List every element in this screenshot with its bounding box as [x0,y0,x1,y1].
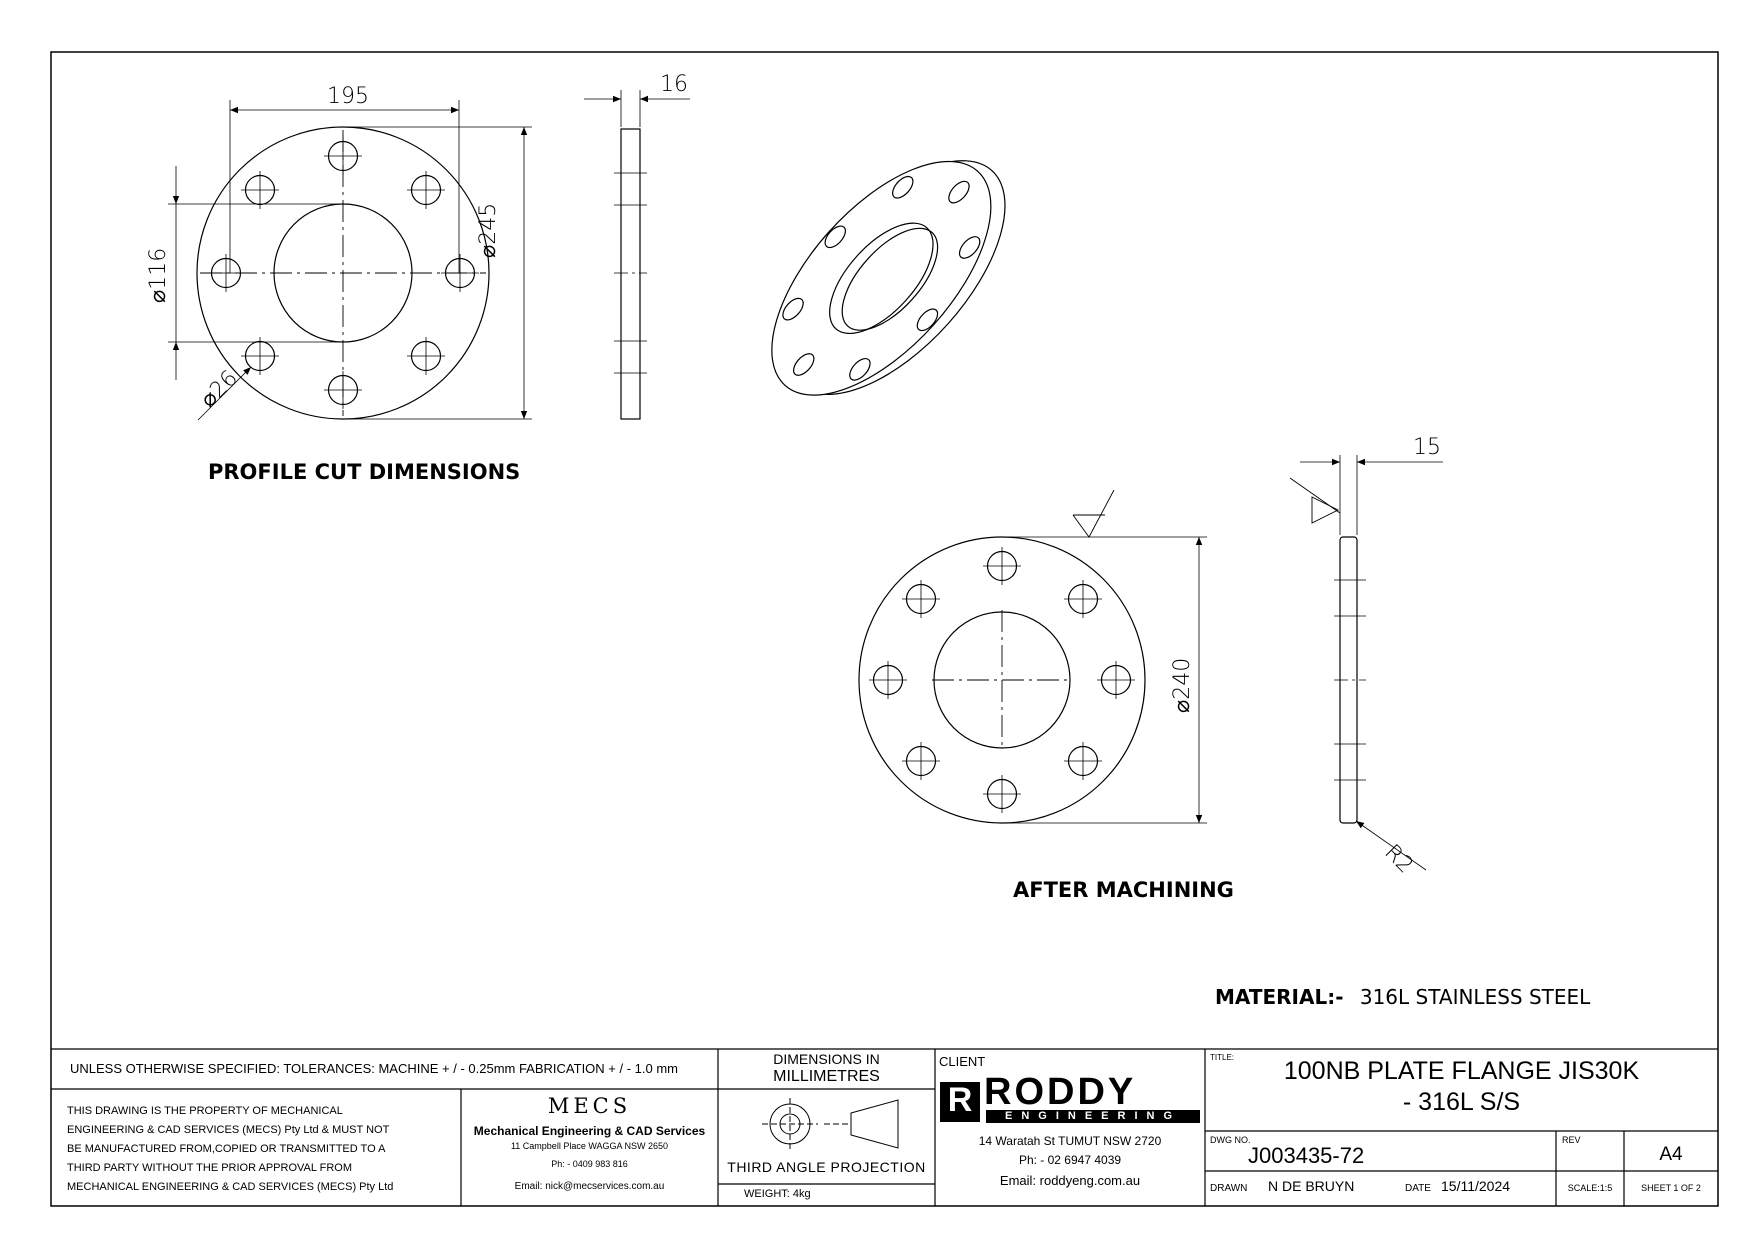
mecs-email: Email: nick@mecservices.com.au [514,1181,665,1192]
drawn-by: N DE BRUYN [1268,1178,1355,1194]
dim-bore-diameter: ⌀116 [146,247,171,303]
surface-finish-symbol [1073,490,1114,537]
mecs-block [461,1094,718,1192]
client-label: CLIENT [939,1054,986,1069]
units-line-2: MILLIMETRES [773,1068,880,1085]
iso-front-face [733,124,1030,432]
side-finish-symbol [1312,497,1338,523]
property-line: ENGINEERING & CAD SERVICES (MECS) Pty Ltd & MUST NOT [67,1124,390,1136]
date-label: DATE [1405,1183,1431,1194]
mecs-address: 11 Campbell Place WAGGA NSW 2650 [510,1141,669,1151]
client-logo-word: RODDY [984,1071,1137,1113]
projection-label: THIRD ANGLE PROJECTION [727,1159,926,1175]
material-label: MATERIAL:- [1215,985,1344,1009]
machined-front-view [859,490,1207,823]
mecs-logo: MECS [547,1094,632,1118]
property-line: BE MANUFACTURED FROM,COPIED OR TRANSMITTED TO A [67,1143,386,1155]
tolerances-note: UNLESS OTHERWISE SPECIFIED: TOLERANCES: MACHINE + / - 0.25mm FABRICATION + / - 1.0 mm [70,1061,678,1076]
isometric-view [733,117,1044,439]
material-note [1215,985,1590,1009]
machining-view-label: AFTER MACHINING [1013,878,1234,902]
dwg-no: J003435-72 [1248,1143,1365,1168]
sheet-size: A4 [1659,1144,1683,1165]
scale-label: SCALE:1:5 [1567,1183,1613,1193]
dim-hole-diameter: ⌀26 [196,365,243,413]
profile-view-label: PROFILE CUT DIMENSIONS [208,460,521,484]
profile-side-hidden-lines [614,173,647,373]
client-logo-letter: R [947,1081,973,1119]
mecs-phone: Ph: - 0409 983 816 [551,1159,628,1169]
client-phone: Ph: - 02 6947 4039 [1018,1153,1122,1167]
client-address: 14 Waratah St TUMUT NSW 2720 [978,1134,1162,1148]
dim-machined-thickness: 15 [1413,435,1441,460]
dim-pcd: 195 [327,84,369,109]
machined-side-hidden-lines [1334,580,1366,780]
weight-label: WEIGHT: 4kg [744,1188,811,1200]
property-line: THIS DRAWING IS THE PROPERTY OF MECHANICAL [67,1105,343,1117]
drawing-title-line-2: - 316L S/S [1402,1088,1521,1116]
dim-thickness: 16 [660,72,688,97]
client-email: Email: roddyeng.com.au [999,1173,1141,1188]
drawn-label: DRAWN [1210,1183,1248,1194]
dim-machined-diameter: ⌀240 [1170,657,1195,713]
third-angle-projection-symbol [762,1098,898,1150]
rev-label: REV [1562,1135,1581,1145]
property-notice [67,1102,393,1197]
units-line-1: DIMENSIONS IN [773,1051,880,1067]
dim-outer-diameter: ⌀245 [476,202,501,258]
sheet-label: SHEET 1 OF 2 [1641,1183,1701,1193]
property-line: THIRD PARTY WITHOUT THE PRIOR APPROVAL FROM [67,1162,353,1174]
dwg-no-label: DWG NO. [1210,1135,1251,1145]
title-label: TITLE: [1210,1053,1235,1062]
dim-radius: R2 [1379,840,1418,879]
machined-side-view [1290,455,1443,870]
drawing-title-line-1: 100NB PLATE FLANGE JIS30K [1283,1057,1640,1085]
material-value: 316L STAINLESS STEEL [1359,985,1591,1009]
profile-side-view [584,90,690,419]
profile-side-body [621,129,640,419]
client-logo-sub: ENGINEERING [1004,1110,1181,1122]
mecs-name: Mechanical Engineering & CAD Services [473,1124,706,1138]
property-line: MECHANICAL ENGINEERING & CAD SERVICES (MECS) Pty Ltd [67,1181,394,1193]
drawing-date: 15/11/2024 [1441,1178,1511,1194]
machined-center-lines [932,610,1072,750]
